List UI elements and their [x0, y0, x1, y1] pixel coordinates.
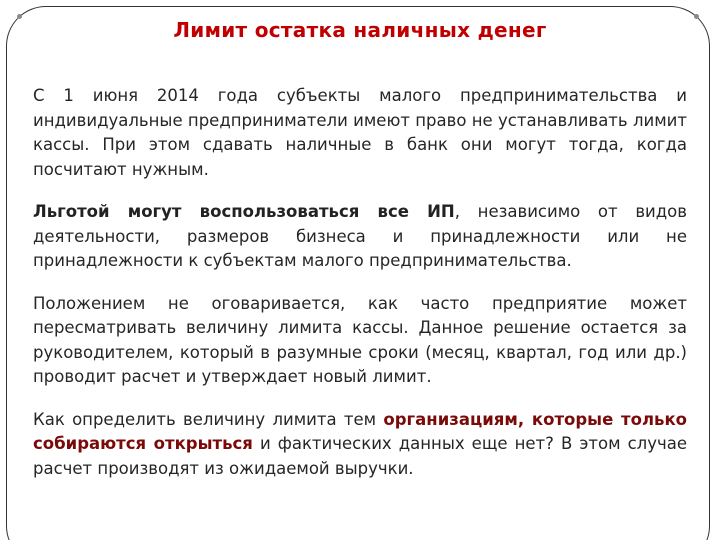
slide-body — [33, 84, 687, 499]
paragraph-2-emphasis: Льготой могут воспользоваться все ИП — [33, 202, 455, 221]
slide-title: Лимит остатка наличных денег — [173, 18, 547, 42]
paragraph-2-text: , независимо от видов деятельности, размеров бизнеса и принадлежности или не принадлежности к субъектам малого предпринимательства. — [33, 202, 687, 270]
paragraph-1: С 1 июня 2014 года субъекты малого предпринимательства и индивидуальные предприниматели имеют право не устанавливать лимит кассы. При этом сдавать наличные в банк они могут тогда, когда посчитают нужным. — [33, 86, 687, 179]
paragraph-4-text: и фактических данных еще нет? В этом случае расчет производят из ожидаемой выручки. — [33, 434, 687, 478]
paragraph-4-start: Как определить величину лимита тем — [33, 409, 384, 429]
paragraph-2 — [33, 200, 687, 274]
paragraph-4-emphasis: организациям, которые только собираются открыться — [33, 409, 687, 453]
paragraph-3: Положением не оговаривается, как часто предприятие может пересматривать величину лимита кассы. Данное решение остается за руководителем, который в разумные сроки (месяц, квартал, год или др.) проводит расчет и утверждает новый лимит. — [33, 293, 687, 386]
paragraph-4 — [33, 408, 687, 482]
